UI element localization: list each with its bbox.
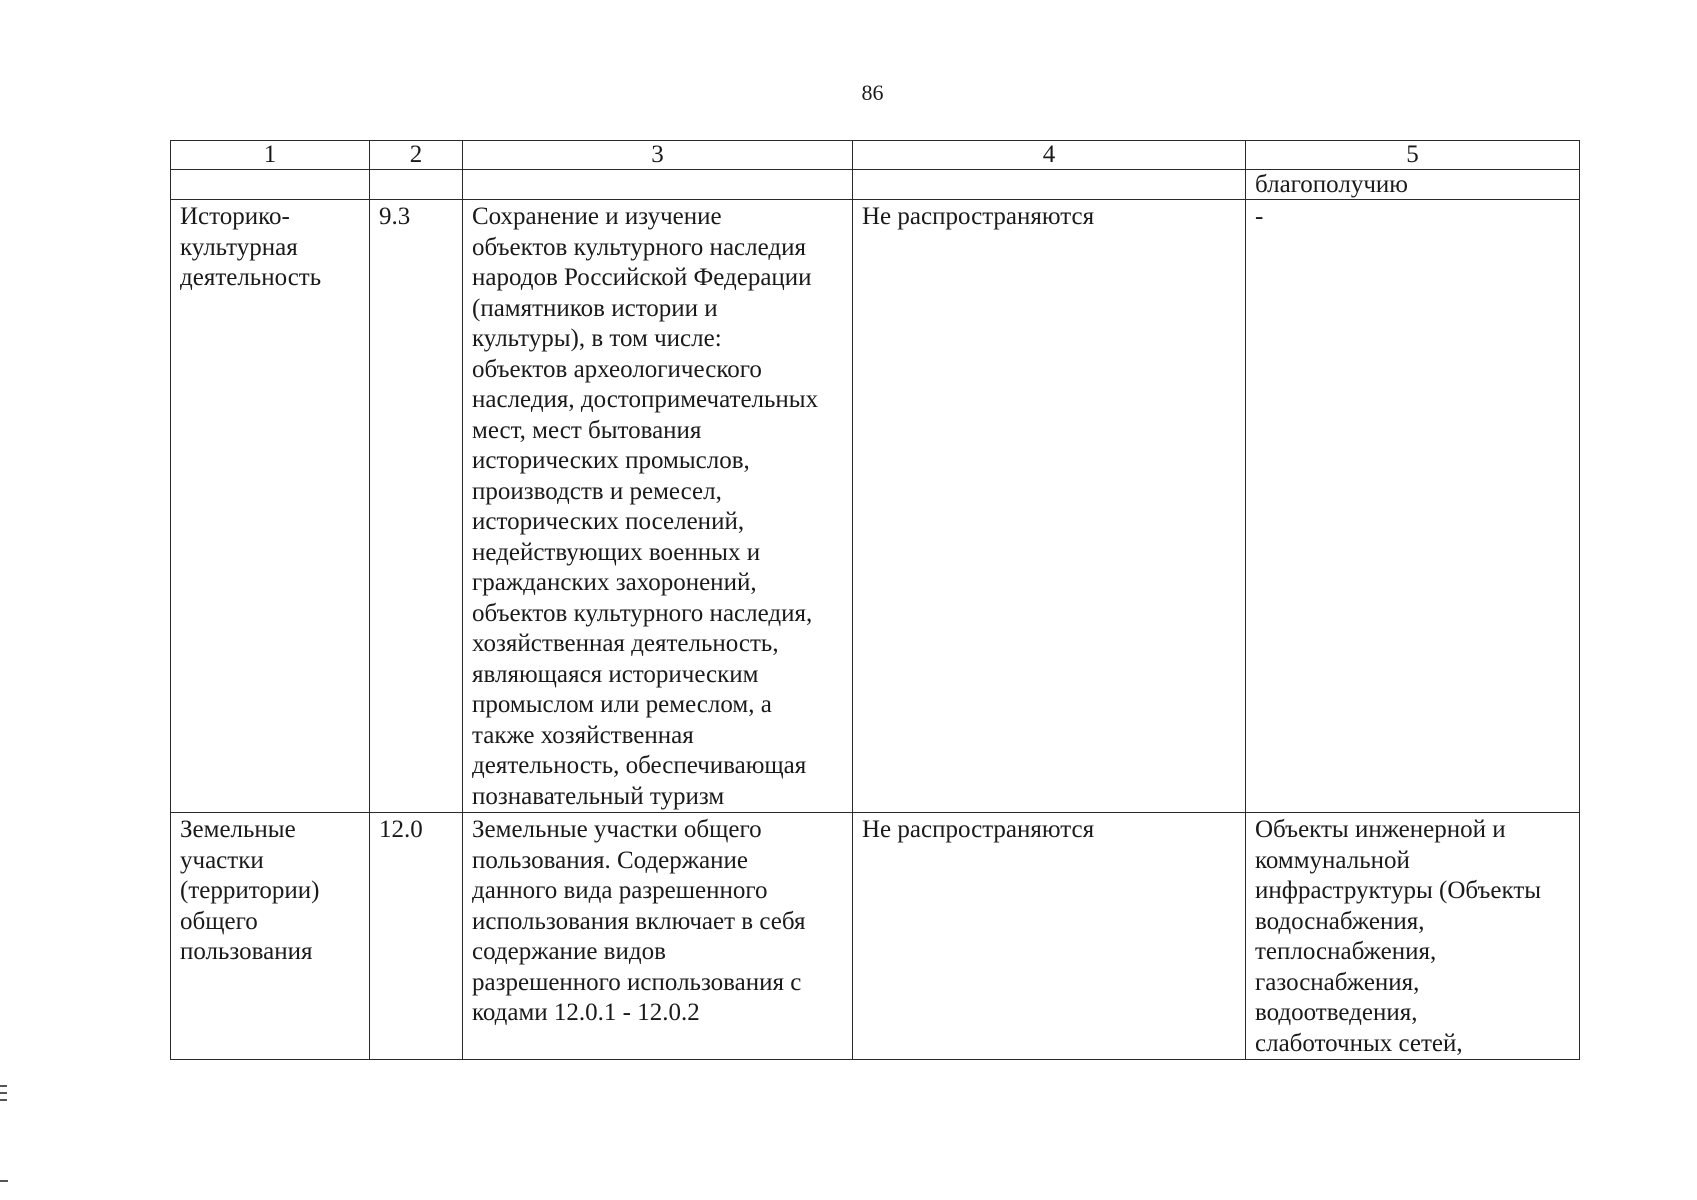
use-type-code: 9.3	[370, 200, 463, 813]
column-number-row	[171, 141, 1580, 170]
column-number-2: 2	[370, 141, 463, 170]
column-5-value: Объекты инженерной и коммунальной инфраструктуры (Объекты водоснабжения, теплоснабжения, газоснабжения, водоотведения, слаботочных сетей,	[1246, 813, 1580, 1060]
continuation-cell-2	[370, 170, 463, 200]
continuation-cell-4	[853, 170, 1246, 200]
page-number: 86	[861, 80, 884, 105]
column-number-1: 1	[171, 141, 370, 170]
use-type-description: Сохранение и изучение объектов культурного наследия народов Российской Федерации (памятников истории и культуры), в том числе: объектов археологического наследия, достопримечательных мест, мест бытования исторических промыслов, производств и ремесел, исторических поселений, недействующих военных и гражданских захоронений, объектов культурного наследия, хозяйственная деятельность, являющаяся историческим промыслом или ремеслом, а также хозяйственная деятельность, обеспечивающая познавательный туризм	[463, 200, 853, 813]
use-type-description: Земельные участки общего пользования. Содержание данного вида разрешенного использования включает в себя содержание видов разрешенного использования с кодами 12.0.1 - 12.0.2	[463, 813, 853, 1060]
column-number-3: 3	[463, 141, 853, 170]
continuation-cell-1	[171, 170, 370, 200]
margin-mark	[0, 1085, 7, 1087]
column-4-value: Не распространяются	[853, 200, 1246, 813]
use-type-name: Земельные участки (территории) общего пользования	[171, 813, 370, 1060]
column-number-5: 5	[1246, 141, 1580, 170]
column-4-value: Не распространяются	[853, 813, 1246, 1060]
column-number-4: 4	[853, 141, 1246, 170]
column-5-value: -	[1246, 200, 1580, 813]
continuation-row	[171, 170, 1580, 200]
margin-mark	[0, 1092, 7, 1094]
margin-mark	[0, 1180, 8, 1182]
continuation-cell-3	[463, 170, 853, 200]
table-row	[171, 813, 1580, 1060]
continuation-cell-5: благополучию	[1246, 170, 1580, 200]
use-type-code: 12.0	[370, 813, 463, 1060]
zoning-table	[170, 140, 1580, 1060]
table-row	[171, 200, 1580, 813]
use-type-name: Историко- культурная деятельность	[171, 200, 370, 813]
margin-mark	[0, 1099, 7, 1101]
